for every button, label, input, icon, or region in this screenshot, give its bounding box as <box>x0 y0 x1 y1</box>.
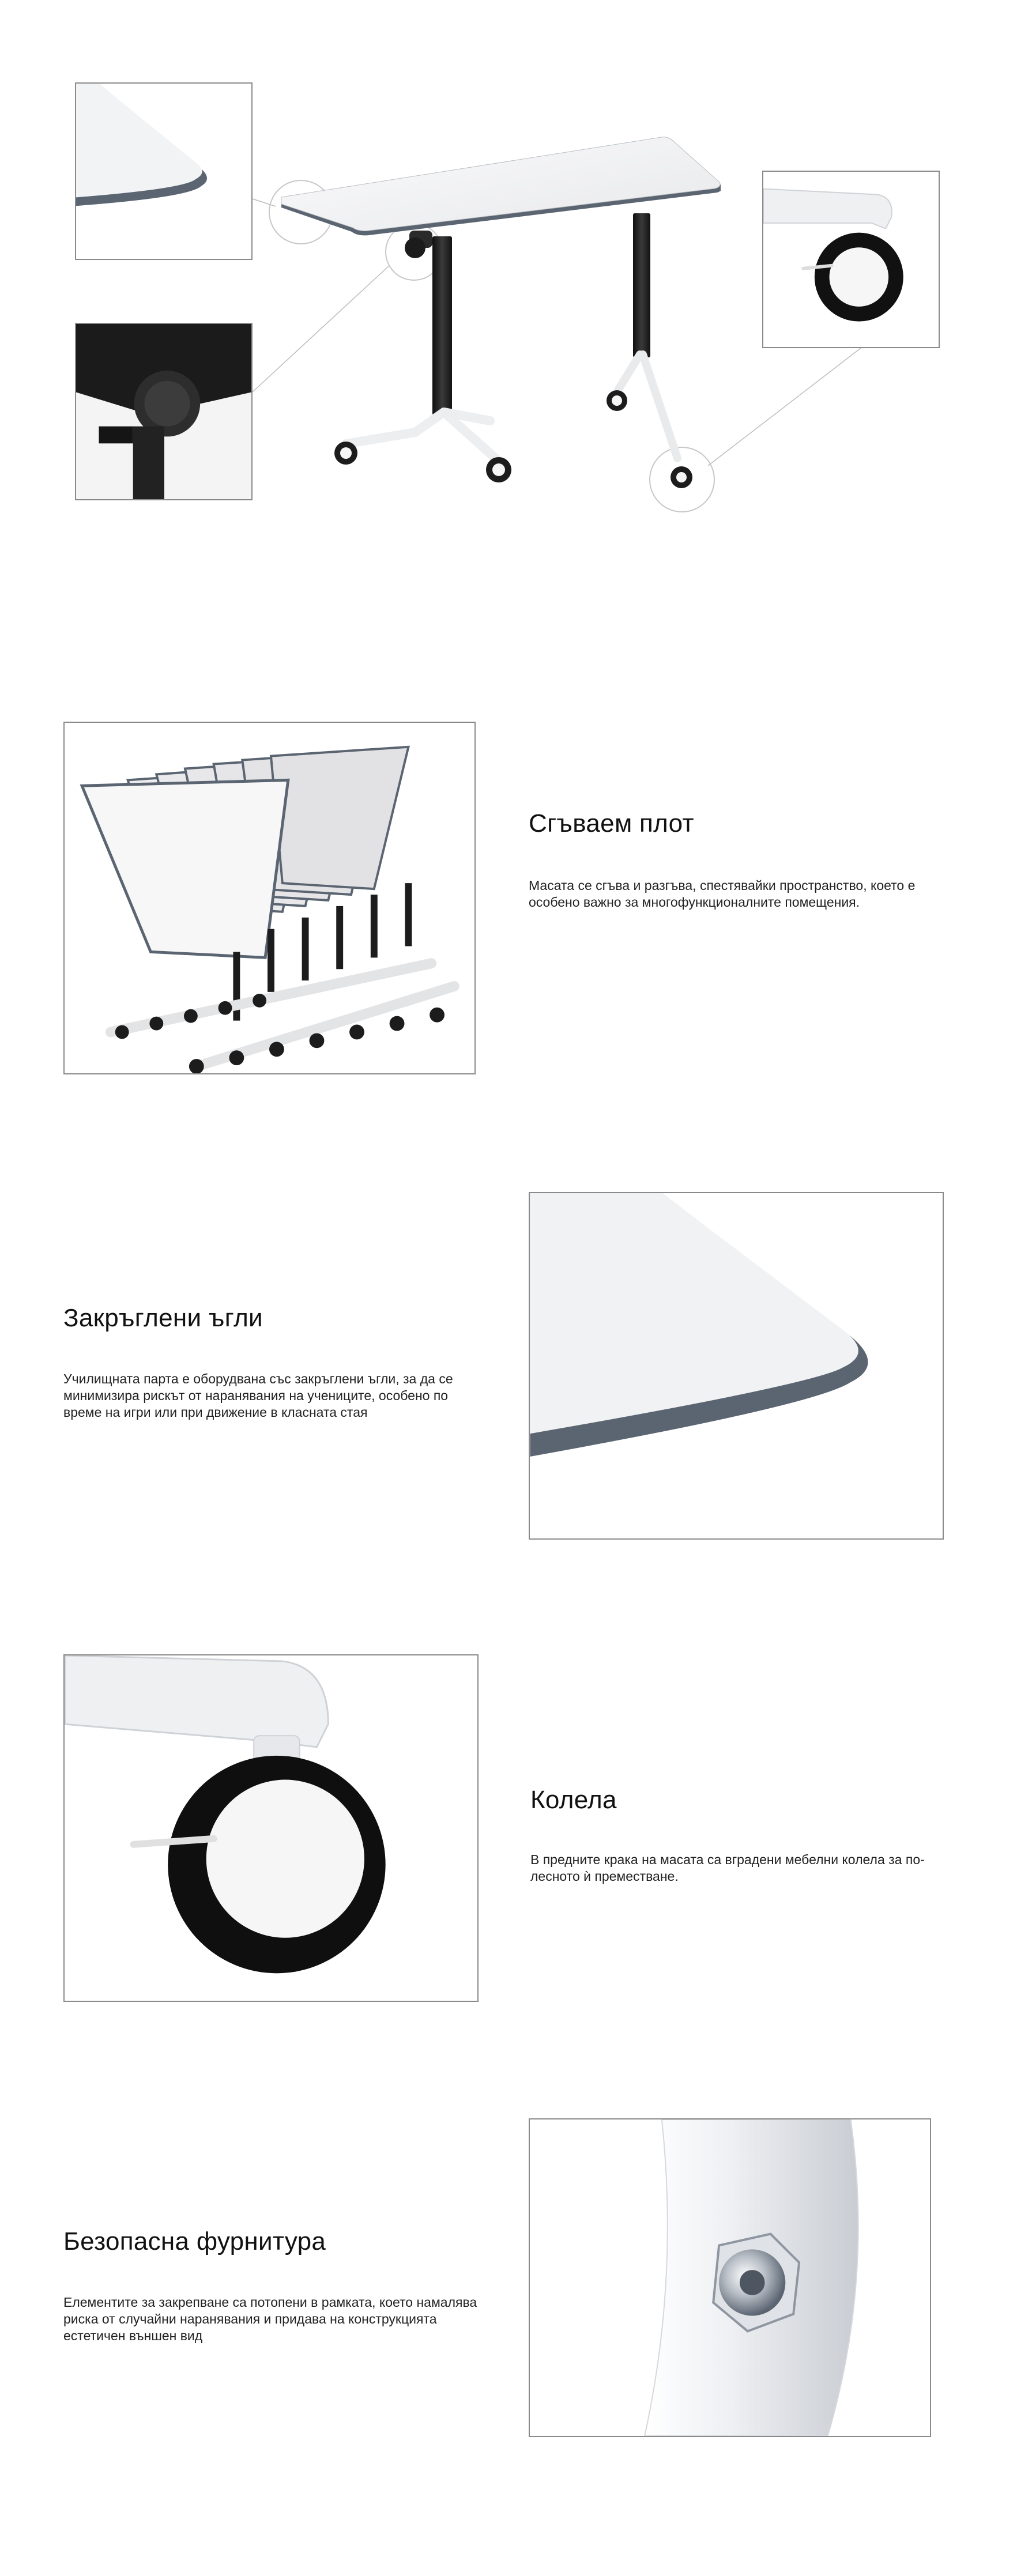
hinge-detail-image <box>76 324 251 499</box>
feature-title-safe-hardware: Безопасна фурнитура <box>63 2227 326 2256</box>
feature-title-rounded-corners: Закръглени ъгли <box>63 1304 263 1332</box>
wheel-image <box>65 1655 477 2001</box>
hinge-detail-frame <box>75 323 253 500</box>
wheel-detail-image <box>763 172 939 347</box>
hardware-image-frame <box>529 2118 931 2437</box>
corner-detail-image <box>76 84 251 259</box>
corner-detail-frame <box>75 82 253 260</box>
folding-table-illustration <box>271 133 721 553</box>
feature-text-wheels: В предните крака на масата са вградени мебелни колела за по-лесното ѝ преместване. <box>530 1852 925 1884</box>
rounded-corner-image <box>530 1193 943 1538</box>
feature-text-rounded-corners: Училищната парта е оборудвана със закръглени ъгли, за да се минимизира рискът от наранявания на учениците, особено по време на игри или при движение в класната стая <box>63 1371 453 1420</box>
rounded-corner-image-frame <box>529 1192 944 1540</box>
feature-text-safe-hardware: Елементите за закрепване са потопени в рамката, което намалява риска от случайни наранявания и придава на конструкцията естетичен външен вид <box>63 2295 477 2343</box>
wheel-image-frame <box>63 1654 479 2002</box>
folding-stack-image-frame <box>63 722 476 1074</box>
wheel-detail-frame <box>762 171 940 348</box>
feature-text-folding-top: Масата се сгъва и разгъва, спестявайки пространство, което е особено важно за многофункционалните помещения. <box>529 878 916 910</box>
hardware-image <box>530 2119 930 2436</box>
feature-title-folding-top: Сгъваем плот <box>529 809 694 838</box>
folding-stack-image <box>65 723 474 1073</box>
feature-title-wheels: Колела <box>530 1786 617 1814</box>
